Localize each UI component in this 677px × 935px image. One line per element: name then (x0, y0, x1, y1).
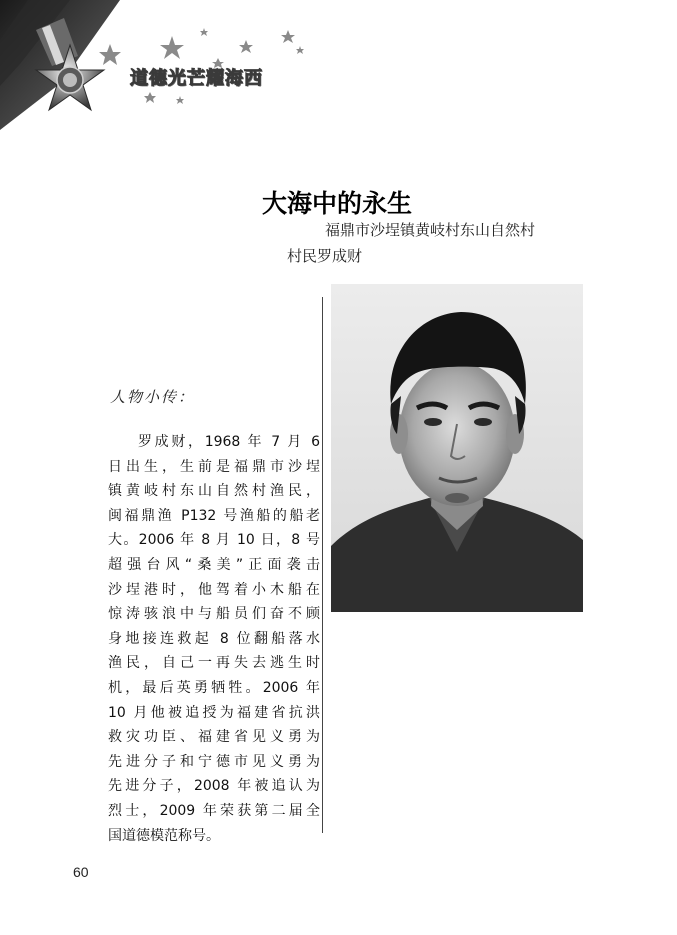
bio-paragraph (108, 430, 320, 848)
bio-line: 机，最后英勇牺牲。2006 年 (108, 679, 320, 696)
bio-line: 烈士，2009 年荣获第二届全 (108, 802, 320, 819)
series-title: 道德光芒耀海西 (130, 68, 263, 89)
bio-heading: 人物小传： (110, 388, 196, 406)
bio-line: 身地接连救起 8 位翻船落水 (108, 630, 320, 647)
page-number: 60 (73, 864, 89, 880)
bio-line: 惊涛骇浪中与船员们奋不顾 (108, 606, 320, 623)
bio-line: 先进分子和宁德市见义勇为 (108, 753, 320, 770)
bio-line: 日出生，生前是福鼎市沙埕 (108, 458, 320, 475)
bio-line: 10 月他被追授为福建省抗洪 (108, 704, 320, 721)
article-subtitle-line1: 福鼎市沙埕镇黄岐村东山自然村 (325, 221, 536, 239)
bio-line: 镇黄岐村东山自然村渔民， (108, 483, 320, 500)
bio-line: 大。2006 年 8 月 10 日，8 号 (108, 532, 320, 549)
article-subtitle-line2: 村民罗成财 (287, 247, 363, 265)
article-title: 大海中的永生 (262, 189, 413, 218)
bio-line: 渔民，自己一再失去逃生时 (108, 655, 320, 672)
bio-line: 沙埕港时，他驾着小木船在 (108, 581, 320, 598)
bio-line: 先进分子，2008 年被追认为 (108, 778, 320, 795)
bio-line: 救灾功臣、福建省见义勇为 (108, 729, 320, 746)
bio-line: 罗成财，1968 年 7 月 6 (138, 434, 320, 450)
bio-line: 国道德模范称号。 (108, 827, 220, 844)
bio-line: 超强台风“桑美”正面袭击 (108, 556, 320, 573)
column-divider (322, 297, 323, 833)
portrait-photo (331, 284, 583, 612)
bio-line: 闽福鼎渔 P132 号渔船的船老 (108, 507, 320, 524)
